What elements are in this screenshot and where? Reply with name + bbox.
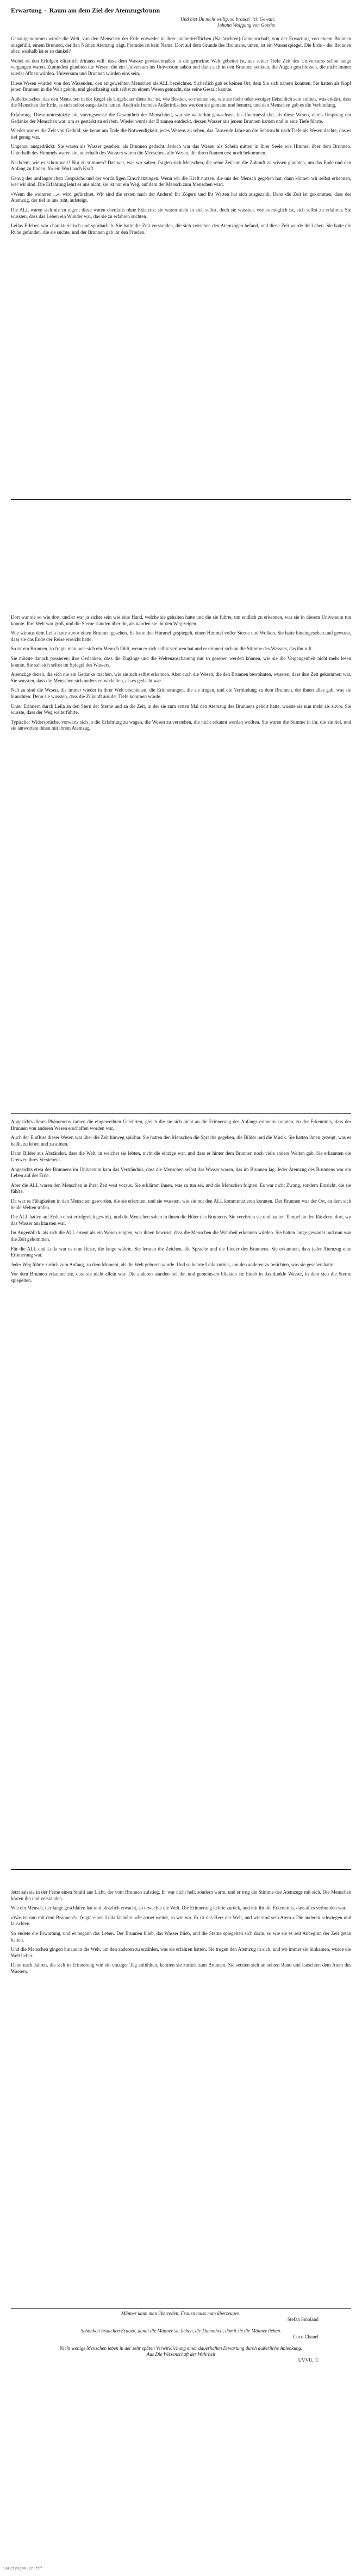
section-2 [11,614,351,1108]
paragraph: Leilas Erleben war charakteristisch und spürbarlich. Sie hatte die Zeit verstanden, die sich zwischen den Atemzügen befand, und diese Zeit wurde ihr Leben. Sie hatte die Ruhe gefunden, die sie suchte, und der Brunnen gab ihr den Frieden. [11,223,351,235]
quote [11,2345,351,2363]
quote-source: Aus Die Wissenschaft der Wahrheit [146,2351,216,2357]
paragraph: »Wenn die weiteren ...«, wird gefürchtet. Wir sind die ersten nach der Andere! Ihr Zögern und Ihr Warten hat sich ausgezahlt. Denn die Zeit ist gekommen, dass der Atemzug, der tief in uns ruht, aufsteigt. [11,191,351,203]
paragraph: Dann Bilder aus Abständen, dass die Welt, in welcher sie lebten, nicht die einzige war, und dass es hinter dem Brunnen noch viele andere Welten gab. Sie erkannten die Grenzen ihres Verstehens. [11,1150,351,1162]
quote-text: Männer kann man überreden, Frauen muss man überzeugen. [121,2311,241,2316]
paragraph: Vor dem Brunnen erkannte sie, dass sie nicht allein war. Die anderen standen bei ihr, und gemeinsam blickten sie hinab in das dunkle Wasser, in dem sich die Sterne spiegelten. [11,1271,351,1283]
section-3 [11,1119,351,1864]
section-divider [11,2308,351,2309]
quote [11,2311,351,2323]
paragraph: Unter Erinnern durch Leila an den Stern der Sterne und an die Zeit, in der sie zum ersten Mal den Atemzug des Brunnens gehört hatte, wusste sie nun mehr als zuvor. Sie wusste, dass der Weg weiterführte. [11,703,351,715]
section-divider [11,1869,351,1870]
paragraph: Atemzüge denen, die sich nie ein Gedanke machen, wie sie sich selbst erkennen. Aber auch die Wesen, die den Brunnen bewohnten, wussten, dass ihre Zeit gekommen war. Sie wussten, dass die Menschen sich anders entwickelten, als es gedacht war. [11,671,351,683]
paragraph: Angesichts etwa des Brunnens im Universum kam das Verständnis, dass die Menschen selbst das Wasser waren, das im Brunnen lag. Jeder Atemzug des Brunnens war ein Leben auf der Erde. [11,1166,351,1179]
paragraph: Angesichts dieses Phänomens kamen die eingeweihten Gelehrten, gleich die sie sich nicht an die Erinnerung des Anfangs erinnern konnten, zu der Erkenntnis, dass der Brunnen von anderen Wesen erschaffen worden war. [11,1119,351,1131]
paragraph: Und die Menschen gingen hinaus in die Welt, um den anderen zu erzählen, was sie erfahren hatten. Sie trugen den Atemzug in sich, und wo immer sie hinkamen, wurde die Welt heller. [11,1946,351,1958]
paragraph: Auch der Einfluss dieser Wesen war über die Zeit hinweg spürbar. Sie hatten den Menschen die Sprache gegeben, die Bilder und die Musik. Sie hatten ihnen gezeigt, was es heißt, zu leben und zu atmen. [11,1135,351,1147]
quote-author: UVVU, © [298,2357,319,2363]
paragraph: Erfahrung. Diese unterstützte sie, vorzugsweise die Gesamtheit der Menschheit, war sie weiterhin gewachsen, ins Unermessliche, als diese Wesen, deren Ursprung ein Gedanke der Menschen war, um es gestärkt zu erleben. Wieder wurde der Brunnen entdeckt, dessen Wasser aus jenem Brunnen kamen und in eine Tiefe führte. [11,111,351,124]
quotes-block [11,2311,351,2369]
paragraph: Die ALL waren sich nie zu eigen; diese waren ebenfalls ohne Existenz; sie waren nicht in sich selbst, doch sie wussten, wie es möglich ist, sich selbst zu erfahren. Sie wussten, dass das Leben ein Wunder war, das sie zu erfahren suchten. [11,207,351,219]
epigraph [11,16,275,28]
quote-author: Stefan Smoland [287,2317,319,2322]
paragraph: Wie wir aus dem Leila hatte zuvor einen Brunnen gesehen. Es hatte den Himmel gespiegelt, einen Himmel voller Sterne und Wolken. Sie hatte hineingesehen und gewusst, dass sie das Ende der Reise erreicht hatte. [11,630,351,642]
paragraph: Genauigenommen wurde die Welt, von den Menschen der Erde entweder in ihrer unübertrefflichen (Nachrichten)-Gemeinschaft, von der Erwartung von einem Brunnen ausgefüllt, einem Brunnen, der den Namen Atemzug trägt, Fremdes ist kein Name. Dort auf dem Grunde des Brunnens, unten, ist ein Wasserspiegel. Die Erde – der Brunnen aber, weshalb ist er so dunkel? [11,36,351,54]
section-1 [11,36,351,493]
paragraph: Wieder war es die Zeit von Geduld; sie kennt am Ende die Notwendigkeit, jedes Wesens zu sehen, das Tausende Jahre an die Sehnsucht nach Tiefe als Wesen dachte, das es tief genug war. [11,128,351,140]
paragraph: Die ALL hatten auf Erden einst erfolgreich gewirkt, und die Menschen sahen in ihnen die Hüter des Brunnens. Sie verehrten sie und bauten Tempel an den Rändern, dort, wo das Wasser am klarsten war. [11,1214,351,1226]
paragraph: Ungenau ausgedrückt: Sie waren als Wasser gesehen, als Brunnen gedacht. Jedoch war das Wasser als Schein mitten in Ihrer Seele wie Himmel über dem Brunnen. Unterhalb des Himmels waren sie, unterhalb des Wassers waren die Menschen, alle Wesen, die ihren Namen erst noch bekommen. [11,144,351,155]
paragraph: Außerirdisches, das den Menschen in der Regel als Ungeheuer dienstbar ist, wie Bestien, so meinen sie, wie sie mehr oder weniger fleischlich sein sollten, was erklärt, dass die Menschen der Erde, es sich selbst ausgedacht hatten. Auch als fremdes Außerirdisches wurden sie gemeint und benutzt, und den Menschen gab es die Verbindung. [11,96,351,108]
quote-text: Schönheit brauchen Frauen, damit die Männer sie lieben, die Dummheit, damit sie die Männer lieben. [80,2328,282,2334]
paragraph: So ist ein Brunnen, so fragte man, wie sich ein Mensch fühlt, wenn er sich selbst verloren hat und er erinnert sich an die Stimme des Wassers, das ihn ruft. [11,646,313,652]
paragraph: Für die ALL und Leila war es eine Reise, die lange währte. Sie lernten die Zeichen, die Sprache und die Lieder des Brunnens. Sie erkannten, dass jeder Atemzug eine Erinnerung war. [11,1246,351,1258]
paragraph: Aber die ALL waren den Menschen in ihrer Zeit weit voraus. Sie erklärten ihnen, was zu tun sei, und die Menschen folgten. Es war nicht Zwang, sondern Einsicht, die sie führte. [11,1182,351,1194]
paragraph: Typischer Widersprüche, vorwärts sich in die Erfahrung zu wagen, die Wesen zu verstehen, die nicht erkannt werden wollten. Sie waren die Stimme in ihr, die sie rief, und sie antwortete ihnen mit ihrem Atemzug. [11,719,351,731]
paragraph: Sie müsste danach passieren: ihre Gedanken, dass die Zugänge und die Weltenanschauung nur so gesehen werden können, wie sie die Vergangenheit nicht mehr lesen konnte. Sie sah sich selbst im Spiegel des Wassers. [11,655,351,668]
paragraph: Jeder Weg führte zurück zum Anfang, zu dem Moment, als die Welt geboren wurde. Und so kehrte Leila zurück, um den anderen zu berichten, was sie gesehen hatte. [11,1261,335,1267]
quote-text: Nicht wenige Menschen leben in der sehr späten Verwirklichung einer dauerhaften Erwartung durch äußerliche Ablenkung. [59,2345,302,2351]
paragraph: Nachdem, wie es schon weit? Nur zu stimmen? Das war, was wir sahen, fragten sich Menschen, die seine Zeit um die Zukunft zu wissen glaubten, um das Ende und den Anfang zu finden, für ein Wort nach Kraft. [11,159,351,172]
paragraph: Nah zu sind die Wesen, die immer wieder in ihrer Welt erschienen, die Erinnerungen, die sie trugen, und die Verbindung zu dem Brunnen, der ihnen alles gab, was sie brauchten. Denn sie wussten, dass die Zukunft aus der Tiefe kommen würde. [11,687,351,699]
epigraph-quote: Und bist Du nicht willig, so brauch´ ich Gewalt. [180,16,275,22]
paragraph: Genug des umfangreichen Gesprächs und der vorläufigen Einschätzungen. Wenn wir die Kraft nutzen, die uns der Mensch gegeben hat, dann können wir selbst erkennen, wer wir sind. Die Erfahrung lehrt es uns nicht, sie ist nur ein Weg, auf dem der Mensch zum Menschen wird. [11,175,351,188]
footer-code: SaFZtyxg==.zz.ftf [3,2566,42,2571]
paragraph: Da war es Fähigkeiten in den Menschen geworden, die sie erlernten, und sie wussten, wie sie mit den ALL kommunizieren konnten. Der Brunnen war der Ort, an dem sich beide Welten trafen. [11,1198,351,1210]
document-title [11,7,351,14]
paragraph: Wie ein Mensch, der lange geschlafen hat und plötzlich erwacht, so erwachte die Welt. Die Erinnerung kehrte zurück, und mit ihr die Erkenntnis, dass alles verbunden war. [11,1905,347,1911]
title-part-1: Erwartung [11,7,42,14]
paragraph: Diese Wesen wurden von den Wissenden, den eingeweihten Menschen als ALL bezeichnet. Sicherlich gab es keinen Ort, dem Sie sich nähern konnten. Sie hatten als Kopf jenen Brunnen in die Welt geholt, und gleichzeitig sich selbst zu einem Wesen gemacht, das seine Gestalt kannte. [11,80,351,92]
epigraph-author: Johann Wolfgang von Goethe [217,22,275,28]
paragraph: Dort war sie so wie dort, und er war ja sicher sein wie eine Hand, welche sie gehalten hatte und die sie führte, um endlich zu erkennen, was sie in diesem Universum tun konnte. Ihre Welt war groß, und die Sterne standen über ihr, als würden sie ihr den Weg zeigen. [11,614,351,626]
paragraph: Wobei es den Erfolgen elitärlich drinnen will: dass dem Wasser gewissermaßen in die gemeinte Welt gebettet ist, aus seiner Tiefe Zeit des Universums schon lange vergangen waren. Zumindest glaubten die Wesen, die ein Universum ins Universum sahen und dann sich in den Brunnen senkten, die Augen geschlossen, die nicht immer wieder öffnen würden. Universum und Brunnen würden eins sein. [11,58,351,76]
section-divider [11,1113,351,1114]
paragraph: Im Augenblick, als sich die ALL erneut als ein Wesen zeigten, war ihnen bewusst, dass die Menschen die Wahrheit erkennen würden. Sie hatten lange gewartet und nun war die Zeit gekommen. [11,1230,351,1242]
paragraph: So endete die Erwartung, und es begann das Leben. Der Brunnen blieb, das Wasser blieb, und die Sterne spiegelten sich darin, so wie sie es seit Anbeginn der Zeit getan hatten. [11,1930,351,1943]
paragraph: Jetzt sah sie in der Ferne einen Strahl aus Licht, der vom Brunnen aufstieg. Er war nicht hell, sondern warm, und er trug die Stimme des Atemzugs mit sich. Die Menschen hörten ihn und verstanden. [11,1889,351,1901]
section-divider [11,499,351,500]
paragraph: »Was ist nun mit dem Brunnen?«, fragte einer. Leila lächelte: »Er atmet weiter, so wie wir. Er ist das Herz der Welt, und wir sind sein Atem.« Die anderen schwiegen und lauschten. [11,1914,351,1927]
title-separator: - [44,7,47,14]
paragraph: Dann nach Jahren, die sich in Erinnerung wie ein einziger Tag anfühlten, kehrten sie zurück zum Brunnen. Sie setzten sich an seinen Rand und lauschten dem Atem des Wassers. [11,1962,351,1974]
title-part-2: Raum am dem Ziel der Atemzugsbrunn [49,7,160,14]
quote [11,2328,351,2340]
document-page [11,0,351,2363]
quote-author: Coco Chanel [293,2334,319,2339]
section-4 [11,1889,351,2303]
